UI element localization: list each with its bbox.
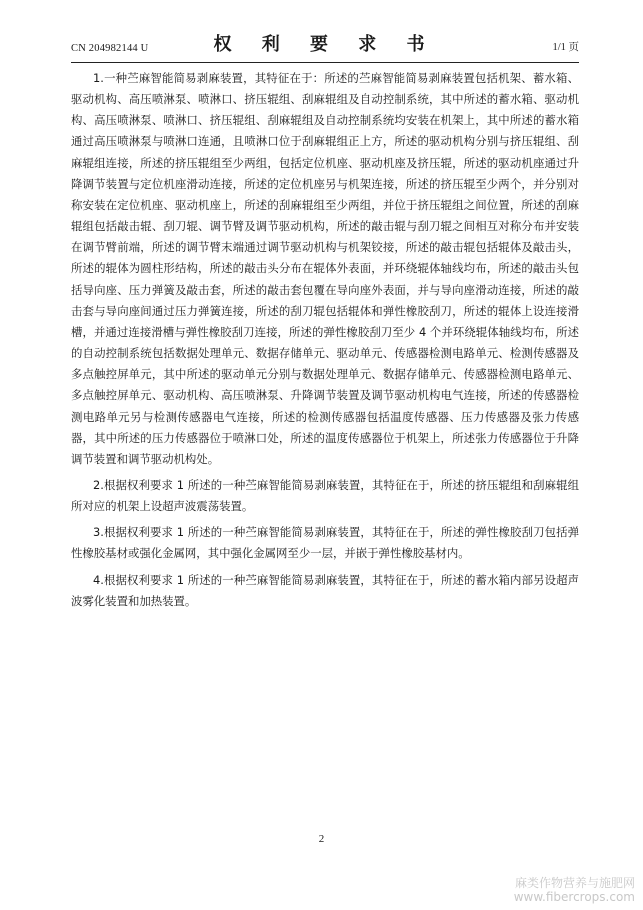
claim-2: 2.根据权利要求 1 所述的一种苎麻智能简易剥麻装置，其特征在于，所述的挤压辊组和刮麻辊组所对应的机架上设超声波震荡装置。 [71,477,579,514]
page-header [71,32,579,58]
watermark-url: www.fibercrops.com [513,890,635,904]
watermark [514,876,635,904]
claim-4: 4.根据权利要求 1 所述的一种苎麻智能简易剥麻装置，其特征在于，所述的蓄水箱内部另设超声波雾化装置和加热装置。 [71,572,579,608]
watermark-title: 麻类作物营养与施肥网 [514,876,635,890]
header-rule [71,62,579,63]
publication-number: CN 204982144 U [71,43,149,54]
page-number: 2 [318,833,325,845]
claims-body [71,68,579,617]
claim-3: 3.根据权利要求 1 所述的一种苎麻智能简易剥麻装置，其特征在于，所述的弹性橡胶刮刀包括弹性橡胶基材或强化金属网，其中强化金属网至少一层，并嵌于弹性橡胶基材内。 [71,525,579,561]
document-title: 权 利 要 求 书 [213,34,437,55]
page-info: 1/1 页 [552,42,579,53]
claim-1: 1.一种苎麻智能简易剥麻装置，其特征在于：所述的苎麻智能简易剥麻装置包括机架、蓄水箱、驱动机构、高压喷淋泵、喷淋口、挤压辊组、刮麻辊组及自动控制系统，其中所述的蓄水箱、驱动机构、高压喷淋泵、喷淋口、挤压辊组、刮麻辊组及自动控制系统均安装在机架上，其中所述的蓄水箱通过高压喷淋泵与喷淋口连通，且喷淋口位于刮麻辊组正上方，所述的驱动机构分别与挤压辊组、刮麻辊组连接，所述的挤压辊组至少两组，包括定位机座、驱动机座及挤压辊，所述的驱动机座通过升降调节装置与定位机座滑动连接，所述的定位机座另与机架连接，所述的挤压辊至少两个，并分别对称安装在定位机座、驱动机座上，所述的刮麻辊组至少两组，并位于挤压辊组之间位置，所述的刮麻辊组包括敲击辊、刮刀辊、调节臂及调节驱动机构，所述的敲击辊与刮刀辊之间相互对称分布并安装在调节臂前端，所述的调节臂末端通过调节驱动机构与机架铰接，所述的敲击辊包括辊体及敲击头，所述的辊体为圆柱形结构，所述的敲击头分布在辊体外表面，并环绕辊体轴线均布，所述的敲击头包括导向座、压力弹簧及敲击套，所述的敲击套包覆在导向座外表面，并与导向座滑动连接，所述的敲击套与导向座间通过压力弹簧连接，所述的刮刀辊包括辊体和弹性橡胶刮刀，所述的辊体上设连接滑槽，并通过连接滑槽与弹性橡胶刮刀连接，所述的弹性橡胶刮刀至少 4 个并环绕辊体轴线均布，所述的自动控制系统包括数据处理单元、数据存储单元、驱动单元、传感器检测电路单元、检测传感器及多点触控屏单元，其中所述的驱动单元分别与数据处理单元、数据存储单元、传感器检测电路单元、多点触控屏单元、驱动机构、高压喷淋泵、升降调节装置及调节驱动机构电气连接，所述的传感器检测电路单元另与检测传感器电气连接，所述的检测传感器包括温度传感器、压力传感器及张力传感器，其中所述的压力传感器位于喷淋口处，所述的温度传感器位于机架上，所述张力传感器位于升降调节装置和调节驱动机构处。 [71,71,579,466]
